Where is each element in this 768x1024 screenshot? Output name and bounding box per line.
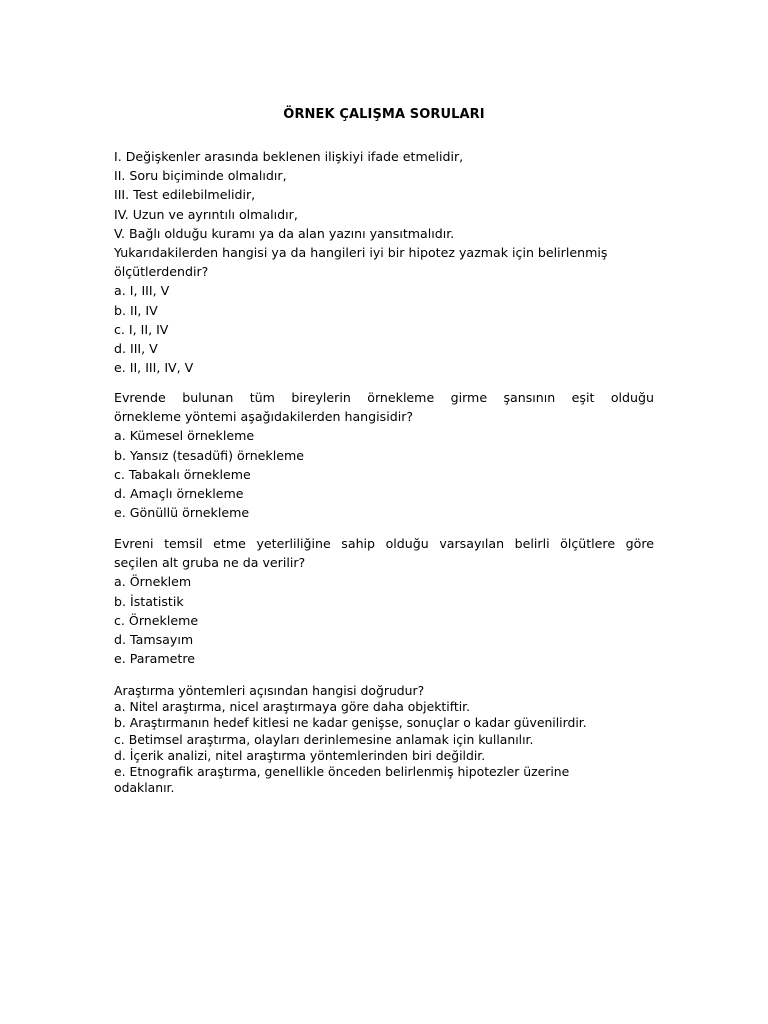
q3-stem-line-1: Evreni temsil etme yeterliliğine sahip olduğu varsayılan belirli ölçütlere göre xyxy=(114,536,654,551)
question-3 xyxy=(114,534,654,668)
q4-option-b: b. Araştırmanın hedef kitlesi ne kadar genişse, sonuçlar o kadar güvenilirdir. xyxy=(114,715,587,731)
q1-statement-1: I. Değişkenler arasında beklenen ilişkiyi ifade etmelidir, xyxy=(114,149,464,164)
q2-option-b: b. Yansız (tesadüfi) örnekleme xyxy=(114,447,304,463)
question-1 xyxy=(114,147,654,377)
q2-option-a: a. Kümesel örnekleme xyxy=(114,428,255,444)
q1-option-c: c. I, II, IV xyxy=(114,321,169,337)
q1-stem-line-2: ölçütlerdendir? xyxy=(114,264,209,280)
q4-option-d: d. İçerik analizi, nitel araştırma yöntemlerinden biri değildir. xyxy=(114,747,486,763)
q1-option-a: a. I, III, V xyxy=(114,283,170,299)
q3-stem-line-2: seçilen alt gruba ne da verilir? xyxy=(114,555,306,571)
q4-option-e: e. Etnografik araştırma, genellikle önceden belirlenmiş hipotezler üzerine xyxy=(114,764,570,780)
q4-option-c: c. Betimsel araştırma, olayları derinlemesine anlamak için kullanılır. xyxy=(114,731,534,747)
q4-option-a: a. Nitel araştırma, nicel araştırmaya göre daha objektiftir. xyxy=(114,699,471,715)
q1-statement-2: II. Soru biçiminde olmalıdır, xyxy=(114,168,287,184)
q2-stem-line-2: örnekleme yöntemi aşağıdakilerden hangisidir? xyxy=(114,409,414,425)
q2-option-e: e. Gönüllü örnekleme xyxy=(114,505,250,521)
q1-option-e: e. II, III, IV, V xyxy=(114,360,194,376)
q2-option-c: c. Tabakalı örnekleme xyxy=(114,466,251,482)
q1-option-b: b. II, IV xyxy=(114,302,158,318)
q1-stem-line-1: Yukarıdakilerden hangisi ya da hangileri iyi bir hipotez yazmak için belirlenmiş xyxy=(114,245,608,261)
q1-statement-4: IV. Uzun ve ayrıntılı olmalıdır, xyxy=(114,206,298,222)
q3-option-c: c. Örnekleme xyxy=(114,612,199,628)
q3-option-b: b. İstatistik xyxy=(114,593,184,609)
q2-stem-line-1: Evrende bulunan tüm bireylerin örnekleme girme şansının eşit olduğu xyxy=(114,390,654,405)
q1-option-d: d. III, V xyxy=(114,341,158,357)
q3-option-a: a. Örneklem xyxy=(114,574,192,590)
question-4 xyxy=(114,683,654,796)
question-2 xyxy=(114,388,654,522)
q4-option-e-continuation: odaklanır. xyxy=(114,780,175,796)
q2-option-d: d. Amaçlı örnekleme xyxy=(114,486,244,502)
q3-option-d: d. Tamsayım xyxy=(114,632,194,648)
q1-statement-3: III. Test edilebilmelidir, xyxy=(114,187,256,203)
page-title: ÖRNEK ÇALIŞMA SORULARI xyxy=(283,107,485,122)
q1-statement-5: V. Bağlı olduğu kuramı ya da alan yazını yansıtmalıdır. xyxy=(114,225,455,241)
q4-stem-line-1: Araştırma yöntemleri açısından hangisi doğrudur? xyxy=(114,683,425,698)
q3-option-e: e. Parametre xyxy=(114,651,195,667)
